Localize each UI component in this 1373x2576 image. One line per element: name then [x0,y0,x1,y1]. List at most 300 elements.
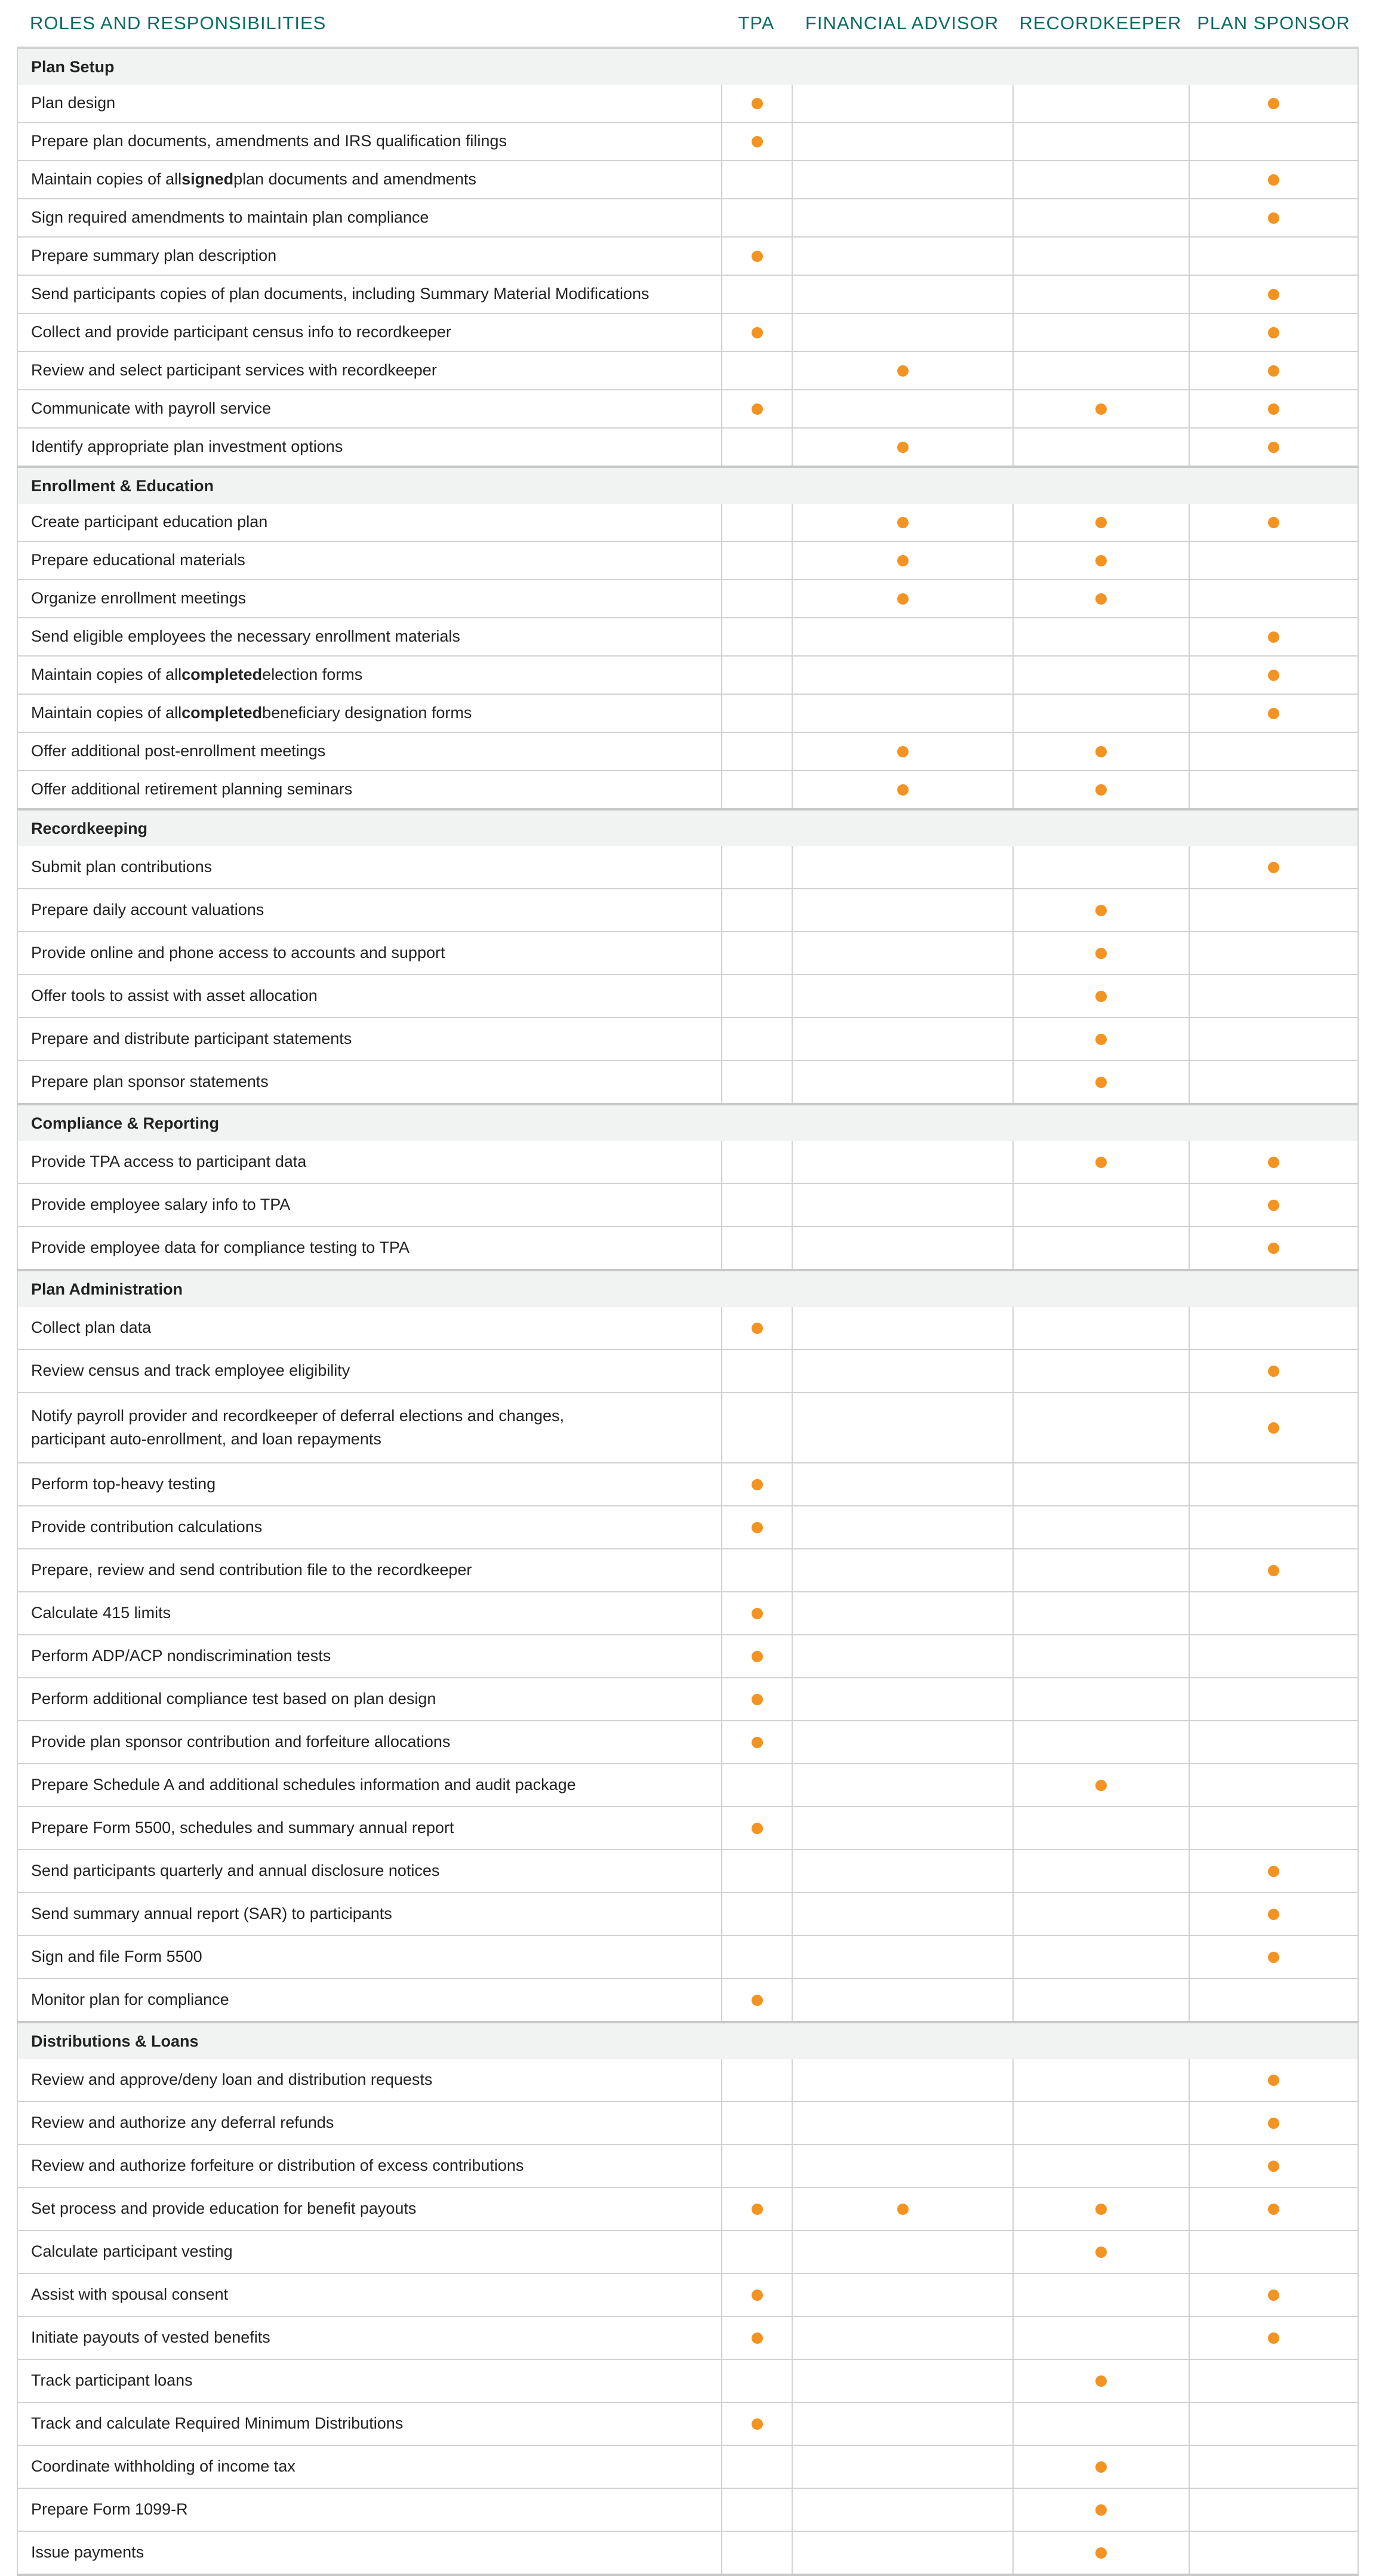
section-header: Enrollment & Education [17,468,1359,504]
roles-table [17,0,1359,2576]
cell-recordkeeper [1012,314,1189,351]
task-text-before: Maintain copies of all [31,704,182,722]
task-label: Provide online and phone access to accounts and support [17,932,721,974]
task-label: Monitor plan for compliance [17,1979,721,2021]
cell-tpa [721,161,792,198]
cell-recordkeeper [1012,2188,1189,2230]
cell-recordkeeper [1012,542,1189,579]
cell-recordkeeper [1012,1549,1189,1591]
task-label: Prepare summary plan description [17,238,721,275]
table-row [17,1506,1359,1549]
responsibility-dot-icon [1268,1366,1279,1377]
cell-recordkeeper [1012,1721,1189,1763]
cell-tpa [721,1463,792,1505]
cell-tpa [721,1061,792,1103]
table-row [17,1184,1359,1227]
cell-tpa [721,1721,792,1763]
responsibility-dot-icon [1095,746,1107,757]
responsibility-dot-icon [752,1479,763,1490]
cell-plan-sponsor [1189,2532,1359,2574]
cell-financial-advisor [792,1184,1012,1226]
cell-tpa [721,1307,792,1349]
cell-financial-advisor [792,161,1012,198]
cell-recordkeeper [1012,161,1189,198]
cell-plan-sponsor [1189,695,1359,732]
cell-financial-advisor [792,1764,1012,1806]
responsibility-dot-icon [1095,2547,1107,2559]
cell-plan-sponsor [1189,2188,1359,2230]
cell-recordkeeper [1012,1936,1189,1978]
cell-tpa [721,199,792,236]
responsibility-dot-icon [752,1737,763,1748]
task-label: Set process and provide education for benefit payouts [17,2188,721,2230]
task-label: Prepare Form 1099-R [17,2489,721,2531]
cell-financial-advisor [792,1850,1012,1892]
task-label: Offer additional retirement planning seminars [17,771,721,808]
cell-financial-advisor [792,1678,1012,1720]
responsibility-dot-icon [897,365,909,377]
cell-plan-sponsor [1189,889,1359,931]
section-header: Plan Administration [17,1271,1359,1307]
cell-recordkeeper [1012,975,1189,1017]
cell-financial-advisor [792,1592,1012,1634]
cell-tpa [721,504,792,541]
cell-plan-sponsor [1189,2145,1359,2187]
task-label: Submit plan contributions [17,846,721,888]
table-row [17,932,1359,975]
cell-plan-sponsor [1189,657,1359,694]
cell-financial-advisor [792,352,1012,389]
responsibility-dot-icon [752,1823,763,1834]
table-row [17,580,1359,618]
cell-financial-advisor [792,2446,1012,2488]
task-text-before: Maintain copies of all [31,170,182,189]
cell-financial-advisor [792,695,1012,732]
table-row [17,1141,1359,1184]
cell-plan-sponsor [1189,352,1359,389]
cell-tpa [721,390,792,427]
cell-recordkeeper [1012,1350,1189,1392]
cell-financial-advisor [792,85,1012,122]
task-label: Collect and provide participant census info to recordkeeper [17,314,721,351]
responsibility-dot-icon [1268,517,1279,528]
responsibility-dot-icon [1268,2204,1279,2215]
cell-recordkeeper [1012,657,1189,694]
task-label: Perform top-heavy testing [17,1463,721,1505]
cell-tpa [721,1549,792,1591]
table-title: ROLES AND RESPONSIBILITIES [30,13,327,33]
cell-tpa [721,2489,792,2531]
table-row [17,2403,1359,2446]
cell-recordkeeper [1012,733,1189,770]
cell-recordkeeper [1012,2360,1189,2402]
cell-financial-advisor [792,2403,1012,2445]
cell-plan-sponsor [1189,2360,1359,2402]
responsibility-dot-icon [1268,365,1279,377]
responsibility-dot-icon [1268,2161,1279,2172]
cell-tpa [721,1635,792,1677]
cell-plan-sponsor [1189,2274,1359,2316]
task-label: Review and select participant services with recordkeeper [17,352,721,389]
cell-tpa [721,1979,792,2021]
task-label: Send participants quarterly and annual disclosure notices [17,1850,721,1892]
responsibility-dot-icon [752,2290,763,2301]
task-label: Provide employee salary info to TPA [17,1184,721,1226]
cell-plan-sponsor [1189,85,1359,122]
responsibility-dot-icon [1268,1909,1279,1920]
cell-plan-sponsor [1189,932,1359,974]
task-text-emphasis: completed [181,704,263,722]
table-body [17,49,1359,2576]
cell-plan-sponsor [1189,2231,1359,2273]
cell-recordkeeper [1012,846,1189,888]
task-label: Track participant loans [17,2360,721,2402]
responsibility-dot-icon [897,555,909,566]
task-label: Plan design [17,85,721,122]
cell-plan-sponsor [1189,846,1359,888]
cell-plan-sponsor [1189,123,1359,160]
cell-recordkeeper [1012,889,1189,931]
cell-recordkeeper [1012,932,1189,974]
cell-recordkeeper [1012,238,1189,275]
cell-plan-sponsor [1189,542,1359,579]
cell-recordkeeper [1012,1227,1189,1269]
cell-recordkeeper [1012,85,1189,122]
cell-financial-advisor [792,390,1012,427]
task-label: Initiate payouts of vested benefits [17,2317,721,2359]
responsibility-dot-icon [1268,289,1279,300]
cell-recordkeeper [1012,1893,1189,1935]
table-row [17,2532,1359,2576]
cell-recordkeeper [1012,1141,1189,1183]
cell-tpa [721,2145,792,2187]
table-row [17,657,1359,695]
responsibility-dot-icon [1268,442,1279,453]
cell-financial-advisor [792,314,1012,351]
cell-plan-sponsor [1189,1141,1359,1183]
cell-plan-sponsor [1189,771,1359,808]
cell-tpa [721,1764,792,1806]
cell-recordkeeper [1012,2403,1189,2445]
table-row [17,2059,1359,2102]
responsibility-dot-icon [1268,174,1279,186]
cell-recordkeeper [1012,123,1189,160]
responsibility-dot-icon [897,2204,909,2215]
table-row [17,2188,1359,2231]
cell-financial-advisor [792,238,1012,275]
table-row [17,1463,1359,1506]
responsibility-dot-icon [1268,670,1279,681]
table-row [17,276,1359,314]
table-row [17,1393,1359,1463]
task-label: Send participants copies of plan documents, including Summary Material Modifications [17,276,721,313]
cell-plan-sponsor [1189,1893,1359,1935]
cell-financial-advisor [792,2102,1012,2144]
table-header [17,0,1359,49]
table-row [17,618,1359,657]
table-row [17,352,1359,390]
responsibility-dot-icon [1095,905,1107,916]
task-label: Identify appropriate plan investment options [17,429,721,466]
cell-financial-advisor [792,1061,1012,1103]
cell-tpa [721,314,792,351]
task-label: Prepare Form 5500, schedules and summary annual report [17,1807,721,1849]
responsibility-dot-icon [1268,212,1279,224]
responsibility-dot-icon [1268,403,1279,415]
task-text-after: beneficiary designation forms [262,704,472,722]
task-text-line: Notify payroll provider and recordkeeper of deferral elections and changes, [31,1406,565,1425]
cell-tpa [721,542,792,579]
responsibility-dot-icon [752,1651,763,1662]
task-label [17,695,721,732]
cell-financial-advisor [792,1807,1012,1849]
cell-tpa [721,2446,792,2488]
table-row [17,390,1359,429]
cell-financial-advisor [792,2274,1012,2316]
cell-recordkeeper [1012,580,1189,617]
responsibility-dot-icon [1095,1077,1107,1088]
responsibility-dot-icon [1095,2247,1107,2258]
responsibility-dot-icon [1095,1034,1107,1045]
cell-tpa [721,975,792,1017]
table-row [17,1350,1359,1393]
cell-financial-advisor [792,2188,1012,2230]
table-row [17,1979,1359,2023]
cell-tpa [721,695,792,732]
table-row [17,1018,1359,1061]
cell-plan-sponsor [1189,1635,1359,1677]
task-label: Prepare Schedule A and additional schedules information and audit package [17,1764,721,1806]
table-row [17,2489,1359,2532]
responsibility-dot-icon [752,2204,763,2215]
cell-financial-advisor [792,2231,1012,2273]
cell-tpa [721,1506,792,1548]
cell-recordkeeper [1012,1018,1189,1060]
cell-recordkeeper [1012,771,1189,808]
cell-plan-sponsor [1189,2317,1359,2359]
cell-plan-sponsor [1189,2059,1359,2101]
table-row [17,1764,1359,1807]
table-row [17,314,1359,352]
responsibility-dot-icon [1268,1157,1279,1168]
responsibility-dot-icon [1095,2504,1107,2516]
cell-tpa [721,889,792,931]
cell-recordkeeper [1012,2059,1189,2101]
cell-plan-sponsor [1189,276,1359,313]
responsibility-dot-icon [752,1608,763,1619]
task-label: Prepare daily account valuations [17,889,721,931]
table-row [17,1061,1359,1105]
task-label: Provide plan sponsor contribution and forfeiture allocations [17,1721,721,1763]
responsibility-dot-icon [1095,517,1107,528]
table-row [17,975,1359,1018]
cell-financial-advisor [792,276,1012,313]
task-label: Prepare plan documents, amendments and IRS qualification filings [17,123,721,160]
cell-financial-advisor [792,542,1012,579]
table-row [17,889,1359,932]
cell-financial-advisor [792,1549,1012,1591]
cell-tpa [721,2403,792,2445]
responsibility-dot-icon [752,2418,763,2430]
table-row [17,1678,1359,1721]
task-label: Review and approve/deny loan and distribution requests [17,2059,721,2101]
responsibility-dot-icon [1268,708,1279,719]
responsibility-dot-icon [1095,2204,1107,2215]
responsibility-dot-icon [752,1995,763,2006]
cell-financial-advisor [792,1393,1012,1462]
cell-recordkeeper [1012,1184,1189,1226]
cell-financial-advisor [792,1936,1012,1978]
table-row [17,2446,1359,2489]
cell-recordkeeper [1012,1678,1189,1720]
cell-recordkeeper [1012,352,1189,389]
table-row [17,2317,1359,2360]
task-label: Prepare plan sponsor statements [17,1061,721,1103]
cell-plan-sponsor [1189,1393,1359,1462]
cell-plan-sponsor [1189,1936,1359,1978]
cell-tpa [721,123,792,160]
cell-tpa [721,618,792,655]
responsibility-dot-icon [1095,2461,1107,2473]
task-label: Communicate with payroll service [17,390,721,427]
task-label: Offer tools to assist with asset allocation [17,975,721,1017]
cell-plan-sponsor [1189,199,1359,236]
cell-plan-sponsor [1189,1549,1359,1591]
cell-recordkeeper [1012,504,1189,541]
cell-recordkeeper [1012,2145,1189,2187]
cell-recordkeeper [1012,1592,1189,1634]
task-label: Track and calculate Required Minimum Distributions [17,2403,721,2445]
task-text-before: Maintain copies of all [31,665,182,684]
table-row [17,429,1359,468]
responsibility-dot-icon [1095,593,1107,605]
task-label: Provide contribution calculations [17,1506,721,1548]
cell-tpa [721,429,792,466]
section-header: Distributions & Loans [17,2023,1359,2059]
cell-financial-advisor [792,1506,1012,1548]
table-row [17,2231,1359,2274]
cell-plan-sponsor [1189,2446,1359,2488]
task-text-block [31,1404,564,1451]
table-row [17,1549,1359,1592]
cell-tpa [721,1184,792,1226]
responsibility-dot-icon [1268,631,1279,643]
responsibility-dot-icon [752,1323,763,1334]
cell-recordkeeper [1012,1635,1189,1677]
table-row [17,2360,1359,2403]
responsibility-dot-icon [1268,1243,1279,1254]
responsibility-dot-icon [897,746,909,757]
table-row [17,846,1359,889]
cell-plan-sponsor [1189,2403,1359,2445]
cell-tpa [721,352,792,389]
cell-financial-advisor [792,932,1012,974]
responsibility-dot-icon [752,251,763,262]
cell-tpa [721,276,792,313]
responsibility-dot-icon [1095,555,1107,566]
cell-financial-advisor [792,1227,1012,1269]
task-label: Perform additional compliance test based on plan design [17,1678,721,1720]
column-header-plan-sponsor: PLAN SPONSOR [1197,13,1350,33]
cell-plan-sponsor [1189,504,1359,541]
cell-plan-sponsor [1189,1979,1359,2021]
responsibility-dot-icon [1095,1157,1107,1168]
cell-tpa [721,1227,792,1269]
responsibility-dot-icon [1095,784,1107,796]
section-header: Compliance & Reporting [17,1105,1359,1141]
cell-financial-advisor [792,580,1012,617]
task-label: Prepare, review and send contribution file to the recordkeeper [17,1549,721,1591]
responsibility-dot-icon [1095,2375,1107,2387]
cell-financial-advisor [792,1463,1012,1505]
cell-financial-advisor [792,2489,1012,2531]
cell-tpa [721,238,792,275]
task-label: Review census and track employee eligibility [17,1350,721,1392]
task-label [17,1393,721,1462]
table-row [17,2102,1359,2145]
cell-financial-advisor [792,889,1012,931]
cell-plan-sponsor [1189,1018,1359,1060]
cell-financial-advisor [792,2360,1012,2402]
cell-recordkeeper [1012,2274,1189,2316]
task-text-after: plan documents and amendments [233,170,476,189]
table-row [17,504,1359,542]
cell-recordkeeper [1012,1764,1189,1806]
cell-plan-sponsor [1189,618,1359,655]
cell-recordkeeper [1012,1850,1189,1892]
section-header: Recordkeeping [17,811,1359,846]
task-text-line: participant auto-enrollment, and loan repayments [31,1430,381,1448]
cell-recordkeeper [1012,429,1189,466]
task-label: Create participant education plan [17,504,721,541]
cell-tpa [721,2360,792,2402]
cell-tpa [721,1592,792,1634]
cell-plan-sponsor [1189,1506,1359,1548]
column-header-financial-advisor: FINANCIAL ADVISOR [805,13,999,33]
cell-plan-sponsor [1189,975,1359,1017]
cell-financial-advisor [792,2532,1012,2574]
cell-recordkeeper [1012,2317,1189,2359]
responsibility-dot-icon [1268,327,1279,338]
table-row [17,1850,1359,1893]
responsibility-dot-icon [897,593,909,605]
responsibility-dot-icon [1095,1780,1107,1791]
cell-financial-advisor [792,1635,1012,1677]
cell-recordkeeper [1012,2532,1189,2574]
task-text-after: election forms [262,665,363,684]
task-label: Provide employee data for compliance testing to TPA [17,1227,721,1269]
table-row [17,1592,1359,1635]
cell-financial-advisor [792,123,1012,160]
cell-recordkeeper [1012,199,1189,236]
task-label: Provide TPA access to participant data [17,1141,721,1183]
cell-plan-sponsor [1189,2102,1359,2144]
column-header-recordkeeper: RECORDKEEPER [1019,13,1182,33]
responsibility-dot-icon [752,403,763,415]
column-header-tpa: TPA [738,13,775,33]
cell-recordkeeper [1012,1979,1189,2021]
responsibility-dot-icon [1268,2290,1279,2301]
responsibility-dot-icon [752,136,763,147]
responsibility-dot-icon [897,442,909,453]
cell-tpa [721,2274,792,2316]
cell-tpa [721,1141,792,1183]
cell-plan-sponsor [1189,580,1359,617]
cell-recordkeeper [1012,618,1189,655]
responsibility-dot-icon [752,1694,763,1705]
cell-plan-sponsor [1189,1721,1359,1763]
table-row [17,1936,1359,1979]
